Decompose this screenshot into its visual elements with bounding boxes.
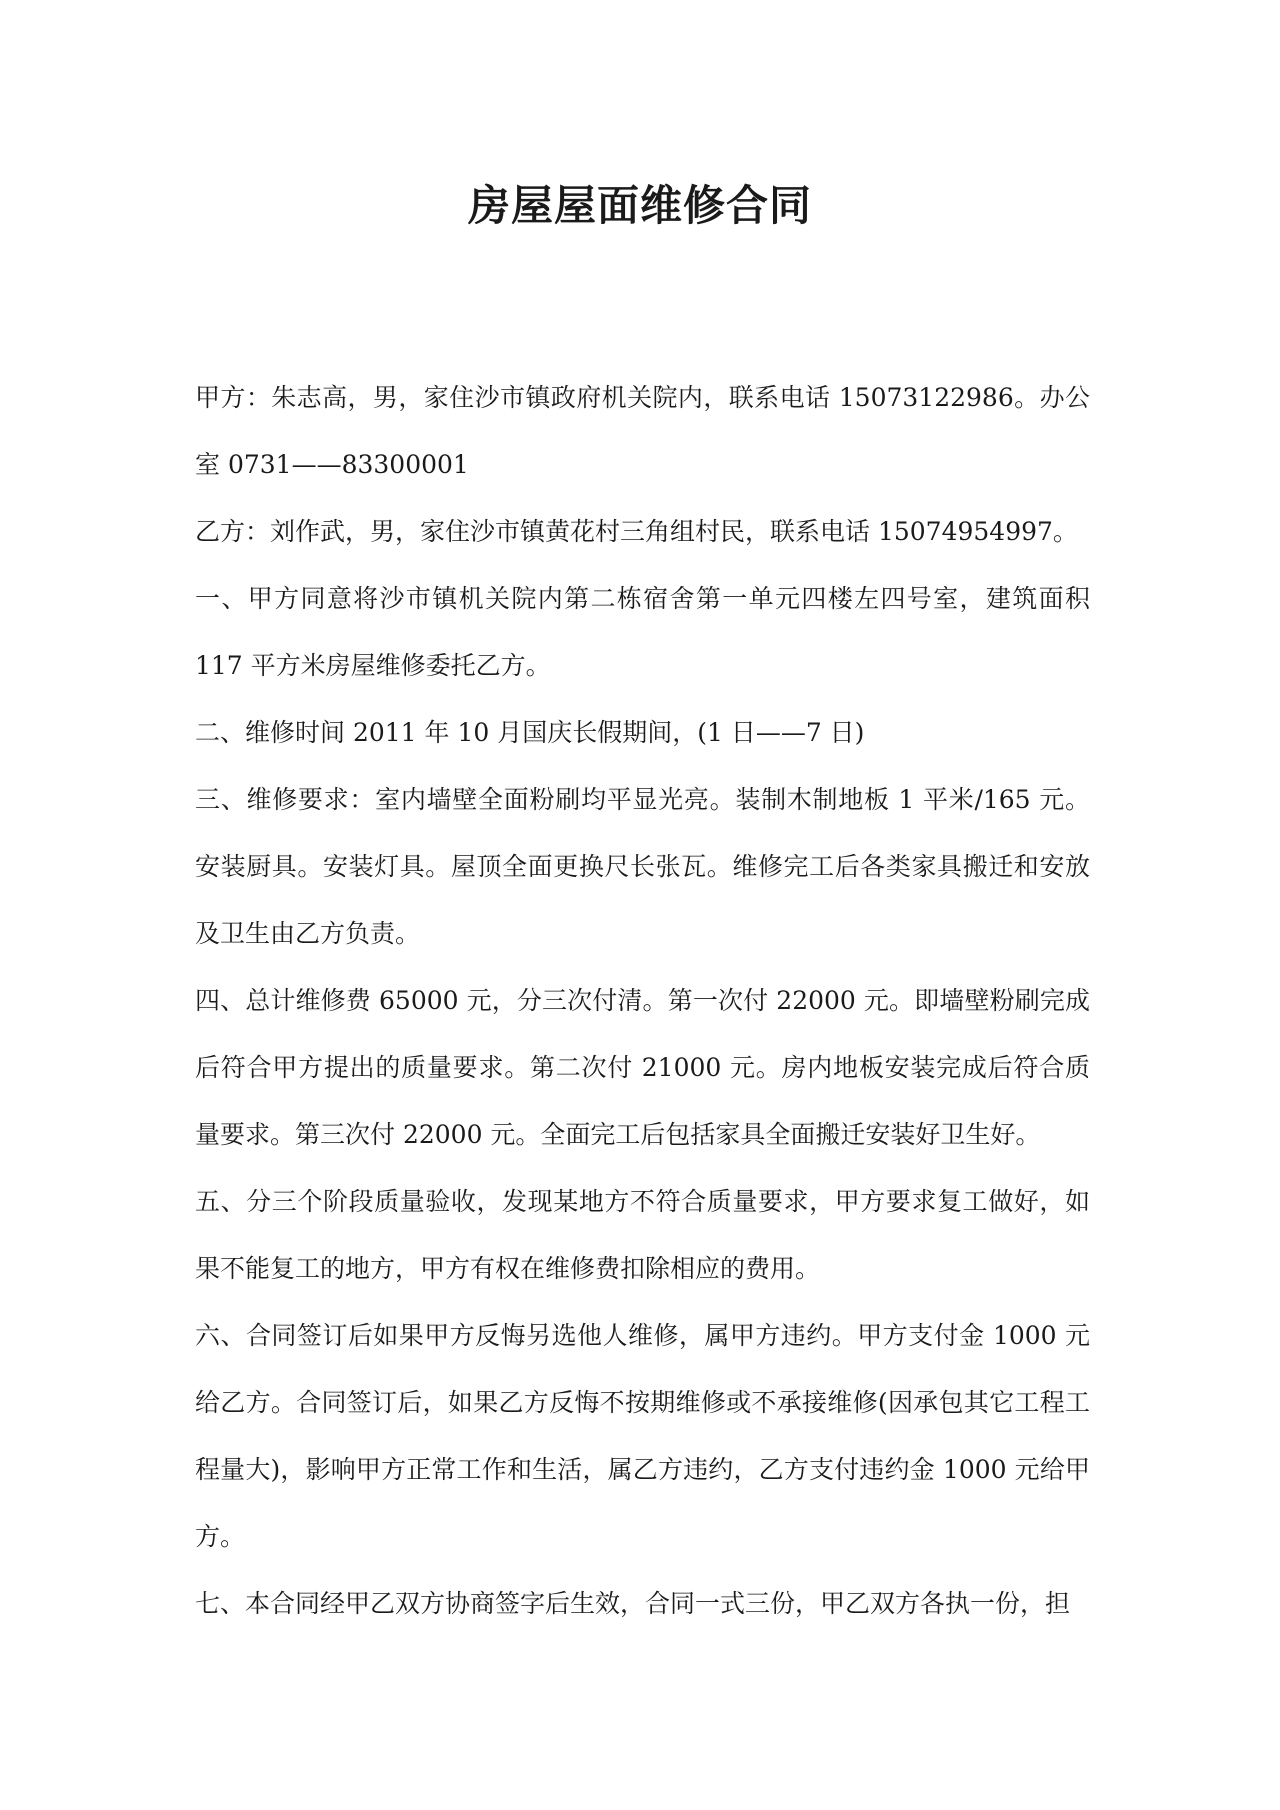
party-a-paragraph: 甲方：朱志高，男，家住沙市镇政府机关院内，联系电话 15073122986。办公室 0731——83300001 xyxy=(195,383,1090,479)
clause-5-paragraph: 五、分三个阶段质量验收，发现某地方不符合质量要求，甲方要求复工做好，如果不能复工的地方，甲方有权在维修费扣除相应的费用。 xyxy=(195,1187,1090,1283)
clause-7-paragraph: 七、本合同经甲乙双方协商签字后生效，合同一式三份，甲乙双方各执一份，担 xyxy=(195,1589,1071,1618)
clause-6-paragraph: 六、合同签订后如果甲方反悔另选他人维修，属甲方违约。甲方支付金 1000 元给乙方。合同签订后，如果乙方反悔不按期维修或不承接维修(因承包其它工程工程量大)，影响甲方正常工作和生活，属乙方违约，乙方支付违约金 1000 元给甲方。 xyxy=(195,1321,1090,1551)
clause-4-paragraph: 四、总计维修费 65000 元，分三次付清。第一次付 22000 元。即墙壁粉刷完成后符合甲方提出的质量要求。第二次付 21000 元。房内地板安装完成后符合质量要求。第三次付 22000 元。全面完工后包括家具全面搬迁安装好卫生好。 xyxy=(195,986,1090,1149)
document-title: 房屋屋面维修合同 xyxy=(467,181,812,230)
clause-1-paragraph: 一、甲方同意将沙市镇机关院内第二栋宿舍第一单元四楼左四号室，建筑面积 117 平方米房屋维修委托乙方。 xyxy=(195,584,1090,680)
clause-2-paragraph: 二、维修时间 2011 年 10 月国庆长假期间，(1 日——7 日) xyxy=(195,718,865,747)
contract-body xyxy=(195,364,1090,1637)
party-b-paragraph: 乙方：刘作武，男，家住沙市镇黄花村三角组村民，联系电话 15074954997。 xyxy=(195,517,1078,546)
clause-3-paragraph: 三、维修要求：室内墙壁全面粉刷均平显光亮。装制木制地板 1 平米/165 元。安装厨具。安装灯具。屋顶全面更换尺长张瓦。维修完工后各类家具搬迁和安放及卫生由乙方负责。 xyxy=(195,785,1090,948)
